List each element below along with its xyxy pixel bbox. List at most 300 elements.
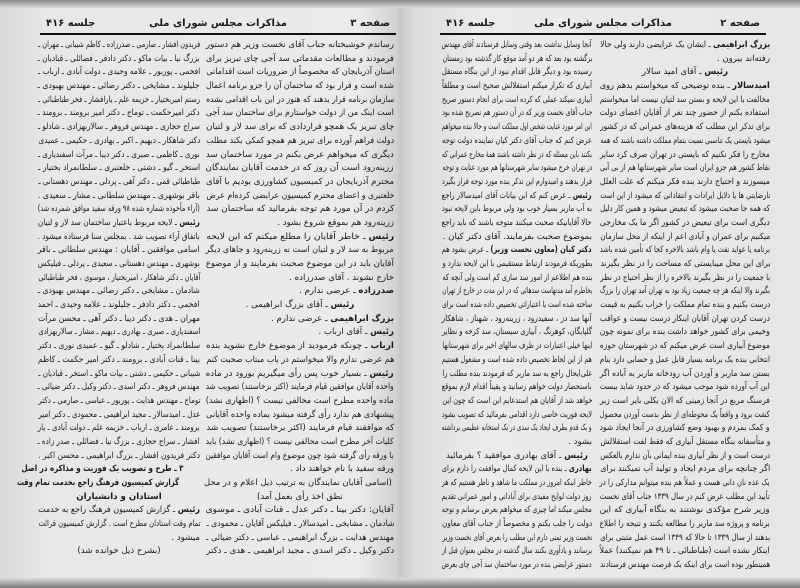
line-text: ـ لایحه مربوط باعتبار ساختمان سد لار و لتیان [38, 217, 180, 228]
line-content [206, 436, 394, 450]
speaker-name: رئیس [704, 67, 729, 78]
line-text: بوشهری ـ مهندس دهستانی ـ سعیدی ـ پردلی ـ فیلیکس [38, 259, 200, 269]
left-page-header [40, 18, 396, 35]
line-text: بموضوع صحبت بفرمایند. آقای دکتر کیان . [442, 231, 592, 242]
line-content [442, 395, 592, 409]
text-line [38, 135, 200, 149]
running-title: مذاکرات مجلس شورای ملی [149, 18, 287, 29]
line-content [206, 39, 394, 53]
text-line [38, 422, 200, 436]
speaker-name: رئیس [177, 505, 200, 516]
text-line [38, 149, 200, 163]
line-text: درست است و از نظر آبیاری بنده ایمانی بآن ندارم بالعکس [600, 450, 770, 461]
line-content [600, 436, 770, 450]
text-line [442, 244, 592, 258]
speaker-name: رئیس [573, 190, 592, 201]
line-content [319, 326, 395, 340]
text-line [600, 176, 770, 190]
line-content [600, 244, 770, 258]
line-text: لایحه فوریت خاصی دارد اقدامی بفرمائید که تصویب بشود [442, 409, 592, 420]
text-line [38, 176, 200, 190]
text-line [442, 231, 592, 245]
line-content [38, 94, 200, 108]
line-content [600, 422, 770, 436]
line-content [600, 107, 770, 121]
text-line [38, 53, 200, 67]
line-content [442, 545, 592, 559]
text-line [38, 190, 200, 204]
line-content [206, 244, 394, 258]
line-text: فریدون افشار ـ صارمی ـ صدرزاده ـ کاظم شیبانی ـ مهران ـ [38, 40, 200, 50]
line-text: اینها خیلی اعتبارات در ظرف سالهای اخیر برای شهرستانها [442, 341, 592, 352]
line-content [442, 532, 592, 546]
line-text: دکتر فریدون افشار ـ بزرگ ابراهیمی ـ محسن اکبر . [38, 450, 200, 461]
line-content [600, 299, 770, 313]
line-text: قرار بدهند و امیدوارم این تذکر بنده مورد توجه قرار بگیرد [442, 176, 592, 187]
text-line [600, 326, 770, 340]
text-line [38, 545, 200, 559]
line-text: همینطور بوده است برای اینکه یک فرصت مهندس فرستادند [600, 560, 770, 571]
line-text: ورقه سفید با نام خواهند داد . [290, 464, 394, 475]
text-line [206, 203, 394, 217]
text-line [600, 450, 770, 464]
line-text: توماج ـ مهندس هدایت ـ پوربور ـ عباسی ـ صارمی ـ دکتر [38, 395, 200, 406]
line-text: اسامی موافقین ـ آقایان : مهندس سلطانی ـ باقر [38, 245, 200, 256]
text-line [38, 121, 200, 135]
line-text: افخمی ـ دکتر دادفر ـ جلیلوند ـ علامه وحیدی ـ احمد [38, 300, 200, 311]
line-text: با جمعیت را در نظر بگیرند بالاخره را از نظر احتیاج در نظر [600, 272, 770, 283]
text-line [442, 176, 592, 190]
line-text: نخست وزیر تمنی دارم این مطلب را بعرض آقای نخست وزیر [442, 532, 592, 543]
line-text: بزرگ نیا ـ بیات ماکو ـ دکتر دادفر ـ فضائلی ـ قبادیان ـ [38, 53, 200, 64]
text-line [600, 477, 770, 491]
line-text: برنامه و پروژه سد ماربر را مطالعه بکنند و نتیجه را اطلاع [600, 519, 770, 530]
line-text: برسانند و یادآوری بکنند سال گذشته در مجلس بعنوان قبل از [442, 546, 592, 557]
text-line [206, 94, 394, 108]
running-title: مذاکرات مجلس شورای ملی [534, 18, 672, 29]
line-text: پیشنهادی هم ندارد رأی گرفته میشود بماده واحده آقایانی [206, 409, 394, 420]
line-text: چای تبریز یک همچو قراردادی که برای سد لار و لتیان [206, 122, 394, 133]
text-line [600, 121, 770, 135]
line-content [600, 477, 770, 491]
line-text: بستن سد ماربر و آوردن آب رودخانه ماربر به آباده اگر [600, 368, 770, 379]
text-line [206, 272, 394, 286]
text-line [442, 545, 592, 559]
line-text: رساندم خوشبختانه جناب آقای نخست وزیر هم دستور [206, 40, 394, 50]
line-text: شده است و قرار بود که ساختمان آن را جزو برنامه اعمال [206, 81, 394, 92]
text-line [442, 107, 592, 121]
line-text: وزیر شرح مؤکدی نوشتند به بنگاه آبیاری که این [600, 505, 770, 516]
line-content [600, 149, 770, 163]
line-text: برومند ـ عامری ـ ارباب ـ خزیمه علم ـ دولت آبادی ـ یار [38, 423, 200, 434]
text-line [38, 532, 200, 546]
line-text: سلطانمراد بختیار ـ شادلو ـ گیو ـ عمیدی نوری ـ دکتر [38, 341, 200, 352]
left-page-left-column [17, 39, 200, 559]
line-content [442, 340, 592, 354]
text-line [38, 354, 200, 368]
text-line [600, 217, 770, 231]
line-content [442, 518, 592, 532]
text-line [206, 504, 394, 518]
text-line [38, 107, 200, 121]
text-line [38, 258, 200, 272]
right-page-right-column [600, 39, 770, 573]
text-line [38, 217, 200, 231]
line-text: اینکار نشده است (طباطبائی ـ تا ۴۹ هم نمیکنند) عملاً [600, 546, 770, 557]
line-text: مهندس هدایت ـ بزرگ ابراهیمی ـ عباسی ـ دکتر ضیائی ـ [206, 532, 394, 543]
line-text: آنها سد دز ، سفیدرود ، زرینه‌رود ، شهناز ، شاهکار [442, 313, 592, 324]
line-text: است اینک من از دولت خواستارم برای ساختمان سد آجی [206, 108, 394, 119]
line-text: ساخته شده است یا اعتباراتی تخصیص داده شده است برای [442, 300, 592, 311]
line-text: برنامه یا عواید نفت یا وام باشد بالاخره کجا که تأمین شده باشد [600, 245, 770, 256]
line-content [600, 381, 770, 395]
text-line [206, 326, 394, 340]
text-line [600, 39, 770, 53]
line-text: مجلس میکند اما چیزی که میخواهم بعرض برسانم و توجه [442, 505, 592, 516]
line-text: گلپایگان، کوهرنگ ، آبیاری سیستان، سد کرخه و نظایر [442, 327, 592, 338]
line-text: دکتر شاهکار ـ دیهیم ـ اکبر ـ بهادری ـ حکیمی ـ عمیدی [38, 135, 200, 146]
line-content [442, 477, 592, 491]
text-line [206, 518, 394, 532]
text-line [38, 39, 200, 53]
line-content [206, 190, 394, 204]
speaker-name: رئیس [369, 368, 394, 379]
line-text: فرسنگ مربع در آنجا زمینی که الان بکلی بایر است زیر [600, 395, 770, 406]
text-line [38, 80, 200, 94]
text-line [38, 504, 200, 518]
line-content [600, 176, 770, 190]
text-line [600, 381, 770, 395]
line-text: ـ آقای بهادری موافقید ؟ بفرمائید [445, 450, 565, 461]
line-text: به آب ماربر بسیار خوب بود ولی مربوط باین لایحه نبود [442, 204, 592, 215]
line-text: برای تذکر این مطلب که هزینه‌های عمرانی که در کشور [600, 122, 770, 133]
speaker-name: ارباب [370, 341, 394, 352]
text-line [442, 94, 592, 108]
text-line [442, 340, 592, 354]
line-content [442, 272, 592, 286]
line-content [38, 422, 200, 436]
line-content [206, 258, 394, 272]
text-line [600, 313, 770, 327]
line-text: افخمی ـ پوربور ـ علامه وحیدی ـ دولت آبادی ـ ارباب ـ [38, 67, 200, 78]
text-line [206, 463, 394, 477]
line-text: باقر بوشهری ـ مهندس سلطانی ـ مشار ـ سعیدی . [38, 190, 200, 201]
line-text: اگر چنانچه برای مردم ایجاد و تولید آب نمیکنند برای [600, 464, 770, 475]
text-line [206, 491, 394, 505]
line-content [600, 409, 770, 423]
line-text: شادمان ـ مشایخی ـ دکتر رضائی ـ مهندس بهبودی ـ [38, 286, 200, 297]
line-text: عدل ـ امیدسالار ـ مجید ابراهیمی ـ محمودی ـ دکتر امیر [38, 409, 200, 420]
text-line [600, 395, 770, 409]
line-text: علی‌ایحال راجع به سد ماربر که فرمودند بنده مطلب را [442, 368, 592, 379]
line-content [206, 66, 394, 80]
line-text: دکتر امیرحکمت ـ توماج ـ دکتر امیر برومند ـ برومند ـ [38, 108, 200, 119]
text-line [600, 107, 770, 121]
line-text: درست کردن تهران آقایان اینکار درست نیست و عواقب [600, 313, 770, 324]
line-content [442, 258, 592, 272]
line-content [38, 354, 200, 368]
text-line [442, 477, 592, 491]
section-heading-line [21, 463, 200, 477]
text-line [600, 340, 770, 354]
line-text: کلیات آخر مطرح است مخالفی نیست ؟ (اظهاری نشد) باید [206, 436, 394, 447]
text-line [38, 368, 200, 382]
text-line [442, 463, 592, 477]
text-line [38, 313, 200, 327]
text-line [206, 80, 394, 94]
line-content [206, 231, 394, 245]
line-text: سازمان برنامه قرار بدهند که هنوز در این باب اقدامی نشده [206, 94, 394, 105]
session-number: جلسه ۴۱۶ [446, 18, 496, 29]
line-text: دکتر وکیل ـ دکتر اسدی ـ مجید ابراهیمی ـ هدی ـ دکتر [206, 546, 394, 557]
line-content [600, 162, 770, 176]
line-content [206, 162, 394, 176]
text-line [206, 176, 394, 190]
line-text: ـ چونکه فرمودید از موضوع خارج نشوید بنده [206, 341, 371, 352]
line-content [600, 368, 770, 382]
text-line [206, 340, 394, 354]
line-text: باتفاق آراء تصویب شد . بمجلس سنا فرستاده میشود . [38, 231, 200, 242]
line-content [38, 53, 200, 67]
line-text: این امر مورد عنایت شخص اول مملکت است و حالا بنده میخواهم [442, 122, 592, 133]
line-text: بینا ـ قنات آبادی ـ برومند ـ دکتر امیر حکمت ـ کاظم [38, 354, 200, 365]
line-content [290, 463, 394, 477]
line-content [600, 504, 770, 518]
line-content [600, 354, 770, 368]
line-content [442, 381, 592, 395]
line-text: آقایان: دکتر بینا ـ دکتر عدل ـ قنات آبادی ـ موسوی [206, 505, 394, 516]
line-text: آقایان باید در این موضوع صحبت بفرمایند و از موضوع [206, 259, 394, 269]
line-text: جلیلوند ـ مشایخی ـ دکتر رضائی ـ مهندس بهبودی ـ [38, 81, 200, 92]
text-line [206, 53, 394, 67]
line-text: بکنند باین مسئله که در نظر داشته باشند همهٔ مخارج عمرانی که [442, 149, 592, 160]
line-text: در تهران خرج میشود سایر شهرستانها هم مورد عنایت و توجه [442, 163, 592, 174]
text-line [206, 354, 394, 368]
line-text: شیبانی ـ حکیمی ـ دشتی ـ بیات ماکو ـ استخر ـ قبادیان ـ [38, 368, 200, 379]
line-content [442, 463, 592, 477]
line-content [442, 176, 592, 190]
line-content [38, 162, 200, 176]
line-content [600, 39, 770, 53]
line-text: که موافقند قیام فرمایند (اکثر برخاستند) تصویب شد [206, 423, 394, 434]
line-content [38, 258, 200, 272]
line-content [600, 94, 770, 108]
line-content [442, 504, 592, 518]
text-line [442, 395, 592, 409]
line-text: ـ عرضی ندارم . [271, 313, 331, 324]
line-text: رسیده بود و دیگر قابل اقدام نبود از این بنگاه مستقل [442, 67, 592, 78]
line-text: رستم امیربختیار ـ خزیمه علم ـ یارافشار ـ فخر طباطبائی ـ [38, 94, 200, 105]
line-text: میسوزند و احتیاج دارند بنده فکر میکنم که علت العلل [600, 176, 770, 187]
text-line [38, 518, 200, 532]
line-text: تمام وقت استادان مطرح است . گزارش کمیسیون قرائت [38, 519, 200, 530]
line-text: بشود . [568, 436, 592, 447]
line-text: فرمودند و مطالعات مقدماتی سد آجی چای تبریز برای [206, 53, 394, 64]
line-text: افشار ـ سراج حجازی ـ بزرگ نیا ـ فضائلی ـ صدر زاده ـ [38, 436, 200, 447]
speaker-name: رئیس [368, 231, 394, 242]
text-line [38, 272, 200, 286]
line-content [600, 217, 770, 231]
text-line [442, 162, 592, 176]
line-text: بگیرند والا اینکه هر چه جمعیت زیاد بود به تهران آمد تهران را بزرگ [600, 286, 770, 297]
line-content [206, 340, 394, 354]
line-text: زرینه‌رود است آن روز که در خدمت آقایان نمایندگان [206, 163, 394, 174]
text-line [600, 532, 770, 546]
line-content [38, 436, 200, 450]
page-number: صفحه ۲ [720, 18, 760, 29]
line-content [442, 368, 592, 382]
line-content [600, 231, 770, 245]
line-text: درست بکنیم و بنده تمام مملکت را خراب بکنیم به قیمت [600, 300, 770, 311]
line-text: رفته‌اند بیرون . [716, 53, 770, 64]
line-content [38, 39, 200, 53]
text-line [206, 244, 394, 258]
line-text: آبیاری نمیکند عملی که کرده است برای انجام دستور صریح [442, 94, 592, 105]
text-line [600, 94, 770, 108]
text-line [206, 368, 394, 382]
line-text: مخارج را فکر نکنیم که بایستی در تهران صرف کرد سایر [600, 149, 770, 160]
line-content [442, 94, 592, 108]
line-content [600, 121, 770, 135]
right-page-header [440, 18, 766, 35]
line-content [600, 313, 770, 327]
line-text: ـ بنده توضیحی که میخواستم بدهم روی [600, 81, 733, 92]
line-content [38, 395, 200, 409]
line-content [77, 545, 160, 559]
speaker-name: دکتر کیان (معاون نخست وزیر) [490, 245, 592, 256]
line-content [38, 190, 200, 204]
line-content [600, 135, 770, 149]
text-line [206, 381, 394, 395]
line-text: نوری ـ کاظمی ـ صبری ـ دکتر دیبا ـ مرآت اسفندیاری ـ [38, 149, 200, 160]
text-line [206, 258, 394, 272]
line-content [38, 504, 200, 518]
text-line [206, 532, 394, 546]
text-line [442, 354, 592, 368]
text-line [38, 326, 200, 340]
text-line [442, 299, 592, 313]
line-content [206, 135, 394, 149]
line-content [289, 272, 394, 286]
text-line [442, 80, 592, 94]
line-text: استان آذربایجان که مخصوصاً از ضروریات است اقداماتی [206, 67, 394, 78]
text-line [38, 340, 200, 354]
line-content [442, 66, 592, 80]
line-text: (اسامی آقایان نمایندگان به ترتیب ذیل اعلام و در محل [204, 478, 393, 488]
line-content [442, 121, 592, 135]
text-line [442, 258, 592, 272]
text-line [442, 326, 592, 340]
line-text: بدهند از سال ۱۳۳۹ تا حالا که ۱۳۴۹ است عمل مثبتی برای [600, 532, 770, 543]
text-line [206, 217, 394, 231]
line-text: دیگری است برای تبعیض در کشور اگر ما یک مخارجی [600, 217, 770, 228]
line-content [38, 244, 200, 258]
line-content [206, 94, 394, 108]
line-content [277, 217, 394, 231]
text-line [600, 368, 770, 382]
line-content [600, 190, 770, 204]
right-page-left-column [442, 39, 592, 573]
line-text: دیگری که میخواهم عرض بکنم در مورد ساختمان سد [205, 149, 394, 160]
text-line [600, 545, 770, 559]
line-content [206, 381, 394, 395]
line-content [206, 368, 394, 382]
speaker-name: بزرگ ابراهیمی [330, 313, 394, 324]
line-content [642, 66, 728, 80]
line-content [442, 285, 592, 299]
line-text: انتخابی بنده یک برنامه بسیار قابل عمل و حسابی دارد بنام [600, 354, 770, 365]
line-content [206, 518, 394, 532]
line-text: ـ بسیار خوب پس رأی میگیریم بورود در ماده [206, 368, 370, 379]
text-line [600, 491, 770, 505]
text-line [600, 518, 770, 532]
line-content [442, 559, 592, 573]
line-content [442, 39, 592, 53]
text-line [600, 53, 770, 67]
line-content [38, 518, 200, 532]
text-line [600, 66, 770, 80]
text-line [442, 450, 592, 464]
line-text: نارضایتی ها یا دلایل ایرادات و انتقاداتی که میشود از این است [600, 190, 770, 201]
line-text: مخالفت با این لایحه و بستن سد لتیان نیست اما میخواستم [600, 94, 770, 105]
line-text: ـ خاطر آقایان را مطلع میکنم که این لایحه [206, 231, 369, 242]
text-line [600, 190, 770, 204]
text-line [600, 285, 770, 299]
line-content [38, 285, 200, 299]
line-text: (آراء مأخوذه شماره شده ۹۸ ورقه سفید موافق شمرده شد) [38, 204, 200, 215]
line-content [271, 313, 394, 327]
line-content [442, 354, 592, 368]
session-number: جلسه ۴۱۶ [46, 18, 96, 29]
line-text: استادان و دانشیاران [76, 491, 162, 502]
line-content [600, 272, 770, 286]
line-text: مهران ـ هدی ـ دکتر دیبا ـ دکتر آهی ـ محسن مرآت [38, 313, 200, 324]
speaker-name: رئیس [330, 300, 355, 311]
text-line [442, 409, 592, 423]
text-line [442, 491, 592, 505]
text-line [206, 395, 394, 409]
line-text: برای این محل میبایستی که مساحت را در نظر بگیرند [600, 259, 770, 269]
text-line [442, 381, 592, 395]
line-text: با ورقه رأی گرفته شود چون موضوع وام است آقایان موافقین [206, 450, 394, 461]
line-content [38, 107, 200, 121]
line-content [171, 532, 200, 546]
text-line [442, 53, 592, 67]
text-line [38, 94, 200, 108]
line-content [206, 203, 394, 217]
line-content [442, 149, 592, 163]
line-content [442, 190, 592, 204]
line-text: ـ گزارش کمیسیون فرهنگ راجع به خدمت [38, 505, 178, 516]
line-text: خاطر اینکه امروز در مملکت ما شاهد و ناظر هستیم که هر [442, 478, 592, 488]
line-text: جناب آقای نخست وزیر که در آن دستور هم تصریح شده بود [442, 108, 592, 119]
text-line [600, 299, 770, 313]
text-line [206, 107, 394, 121]
line-content [206, 545, 394, 559]
line-text: بطوریکه فرمودند ارتباط مستقیمی با این لایحه ندارد و [442, 259, 592, 269]
text-line [442, 368, 592, 382]
text-line [206, 162, 394, 176]
line-content [600, 285, 770, 299]
line-content [38, 272, 200, 286]
text-line [38, 244, 200, 258]
line-content [204, 477, 392, 491]
line-text: نطق اخذ رأی بعمل آمد) [257, 491, 343, 502]
line-text: ـ آقای امید سالار [641, 67, 705, 78]
text-line [38, 381, 200, 395]
line-text: گزارش کمیسیون فرهنگ راجع بخدمت تمام وقت [17, 478, 180, 488]
text-line [206, 39, 394, 53]
